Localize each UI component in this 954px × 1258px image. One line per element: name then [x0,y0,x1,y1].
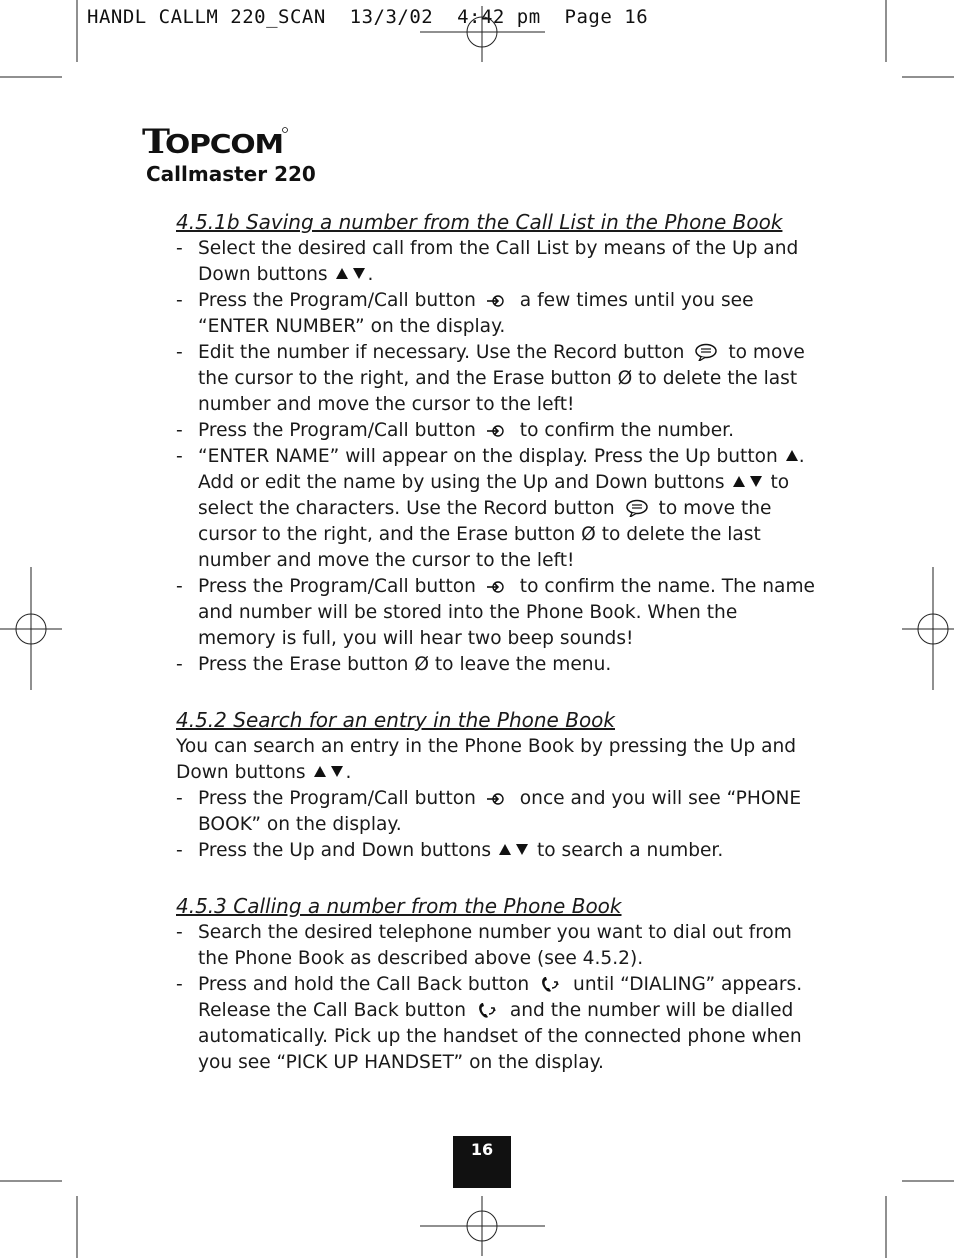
list-item: - Press the Program/Call button once and you will see “PHONE BOOK” on the display. [176,786,816,838]
up-arrow-icon [786,444,799,470]
list-item: - Search the desired telephone number you want to dial out from the Phone Book as described above (see 4.5.2). [176,920,816,972]
section-heading: 4.5.1b Saving a number from the Call List in the Phone Book [176,210,783,234]
svg-text:T: T [142,124,170,158]
record-icon [624,499,650,517]
section-intro: You can search an entry in the Phone Book by pressing the Up and Down buttons . [176,734,816,786]
list-item: - Press the Up and Down buttons to search a number. [176,838,816,864]
list-item: - Edit the number if necessary. Use the Record button to move the cursor to the right, and the Erase button Ø to delete the last number and move the cursor to the left! [176,340,816,418]
up-down-arrows-icon [499,838,531,864]
list-item: - Press the Program/Call button to confirm the number. [176,418,816,444]
program-call-icon [485,291,511,309]
program-call-icon [485,421,511,439]
up-down-arrows-icon [336,262,368,288]
product-name: Callmaster 220 [146,162,316,186]
up-down-arrows-icon [314,760,346,786]
print-slug: HANDL CALLM 220_SCAN 13/3/02 4:42 pm Page 16 [87,6,649,28]
call-back-icon [538,975,564,993]
record-icon [693,343,719,361]
section-heading: 4.5.2 Search for an entry in the Phone Book [176,708,615,732]
manual-content [176,208,816,1076]
page-number: 16 [453,1136,511,1188]
list-item: - Press the Program/Call button to confirm the name. The name and number will be stored into the Phone Book. When the memory is full, you will hear two beep sounds! [176,574,816,652]
program-call-icon [485,789,511,807]
list-item: - Select the desired call from the Call List by means of the Up and Down buttons . [176,236,816,288]
topcom-logo [142,124,290,162]
list-item: - Press the Program/Call button a few times until you see “ENTER NUMBER” on the display. [176,288,816,340]
list-item: - Press the Erase button Ø to leave the menu. [176,652,816,678]
up-down-arrows-icon [733,470,765,496]
list-item: - Press and hold the Call Back button until “DIALING” appears. Release the Call Back button and the number will be dialled automatically. Pick up the handset of the connected phone when you see “PICK UP HANDSET” on the display. [176,972,816,1076]
svg-text:OPCOM: OPCOM [165,130,283,158]
call-back-icon [475,1001,501,1019]
program-call-icon [485,577,511,595]
list-item: - “ENTER NAME” will appear on the display. Press the Up button . Add or edit the name by using the Up and Down buttons to select the characters. Use the Record button to move the cursor to the right, and the Erase button Ø to delete the last number and move the cursor to the left! [176,444,816,574]
section-heading: 4.5.3 Calling a number from the Phone Book [176,894,622,918]
